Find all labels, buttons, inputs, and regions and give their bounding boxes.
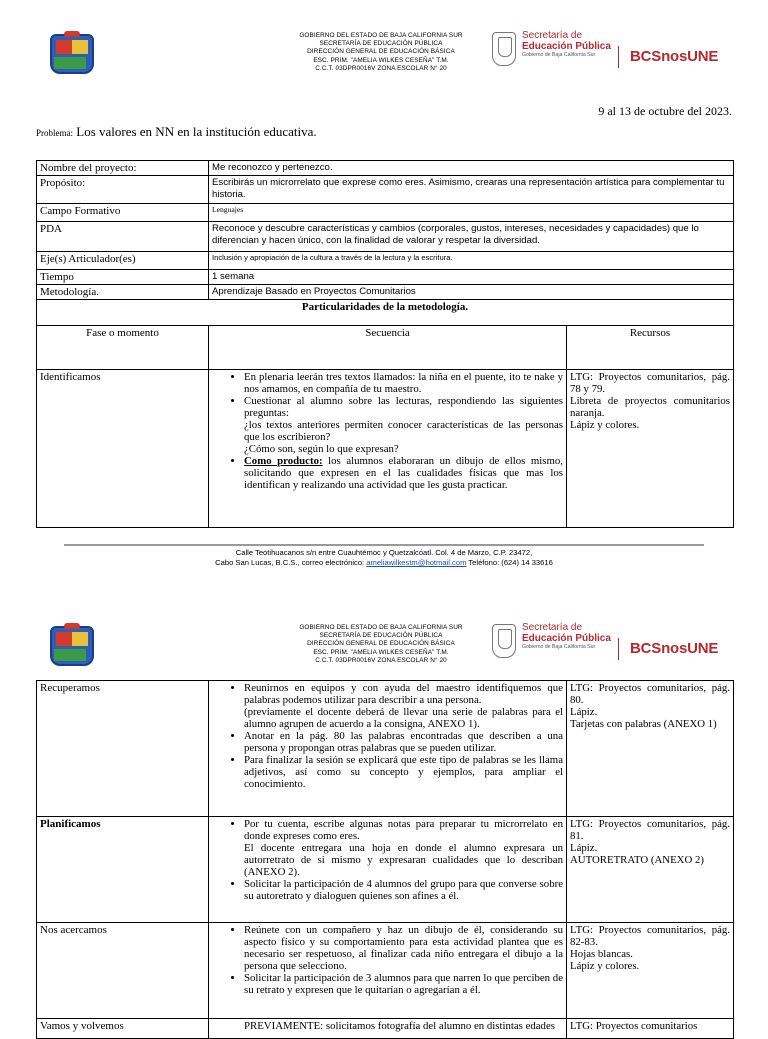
phase-cell: Identificamos	[37, 370, 209, 528]
sequence-cell	[209, 681, 567, 817]
label-cell: PDA	[37, 222, 209, 252]
label-cell: Eje(s) Articulador(es)	[37, 252, 209, 270]
header-institution-text: GOBIERNO DEL ESTADO DE BAJA CALIFORNIA SUR SECRETARÍA DE EDUCACIÓN PÚBLICA DIRECCIÓN GENERAL DE EDUCACIÓN BÁSICA ESC. PRIM. "AMELIA WILKES CESEÑA" T.M. C.C.T. 03DPR0016V ZONA ESCOLAR N° 20	[299, 624, 463, 664]
resources-cell: LTG: Proyectos comunitarios, pág. 81. Lápiz. AUTORETRATO (ANEXO 2)	[567, 817, 734, 923]
column-header-recursos: Recursos	[567, 326, 734, 370]
sequence-item: • Anotar en la pág. 80 las palabras encontradas que describen a una persona y propongan otras palabras que se pueden utilizar.	[244, 730, 563, 754]
logo-divider	[618, 638, 619, 660]
project-table	[36, 160, 734, 528]
column-header-fase: Fase o momento	[37, 326, 209, 370]
email-link[interactable]: ameliawilkestm@hotmail.com	[366, 558, 467, 567]
document-date: 9 al 13 de octubre del 2023.	[598, 104, 732, 118]
problem-text: Los valores en NN en la institución educativa.	[76, 124, 317, 139]
value-cell: Me reconozco y pertenezco.	[209, 161, 734, 176]
logo-divider	[618, 46, 619, 68]
sequence-item: • Como producto: los alumnos elaboraran un dibujo de ellos mismo, solicitando que expresen en el las cualidades físicas que mas los identifican y realizando una actividad que les gusta practicar.	[244, 455, 563, 491]
phase-cell: Recuperamos	[37, 681, 209, 817]
value-cell: Inclusión y apropiación de la cultura a través de la lectura y la escritura.	[209, 252, 734, 270]
label-cell: Tiempo	[37, 270, 209, 285]
value-cell: Escribirás un microrrelato que exprese como eres. Asimismo, crearas una representación artística para complementar tu historia.	[209, 176, 734, 204]
problem-statement	[36, 124, 317, 140]
sequence-cell	[209, 370, 567, 528]
sep-logo: Secretaría de Educación Pública Gobierno de Baja California Sur	[522, 622, 611, 650]
school-crest-icon	[50, 34, 94, 74]
sep-logo: Secretaría de Educación Pública Gobierno de Baja California Sur	[522, 30, 611, 58]
sequence-cell	[209, 817, 567, 923]
page2-header	[0, 620, 768, 680]
sep-seal-icon	[492, 624, 516, 658]
label-cell: Campo Formativo	[37, 204, 209, 222]
school-crest-icon	[50, 626, 94, 666]
resources-cell: LTG: Proyectos comunitarios, pág. 82-83. Hojas blancas. Lápiz y colores.	[567, 923, 734, 1019]
label-cell: Nombre del proyecto:	[37, 161, 209, 176]
value-cell: Lenguajes	[209, 204, 734, 222]
label-cell: Propósito:	[37, 176, 209, 204]
sequence-item: • Por tu cuenta, escribe algunas notas para preparar tu microrrelato en donde expreses como eres. El docente entregara una hoja en donde el alumno expresara un autorretrato de si mismo y expresaran cualidades que lo describan (ANEXO 2).	[244, 818, 563, 878]
methodology-heading: Particularidades de la metodología.	[37, 300, 734, 326]
sequence-cell: PREVIAMENTE: solicitamos fotografía del alumno en distintas edades	[209, 1019, 567, 1039]
sequence-item: • En plenaria leerán tres textos llamados: la niña en el puente, ito te nake y nos amamos, en compañía de tu maestro.	[244, 371, 563, 395]
value-cell: 1 semana	[209, 270, 734, 285]
bcs-brand-logo: BCSnosUNE	[630, 640, 719, 657]
phase-cell: Vamos y volvemos	[37, 1019, 209, 1039]
phase-cell: Nos acercamos	[37, 923, 209, 1019]
problem-label: Problema:	[36, 128, 73, 138]
column-header-secuencia: Secuencia	[209, 326, 567, 370]
footer-divider	[64, 544, 704, 546]
sequence-item: • Solicitar la participación de 3 alumnos para que narren lo que perciben de su retrato y expresen que le quitarían o agregarían a él.	[244, 972, 563, 996]
sequence-item: • Cuestionar al alumno sobre las lecturas, respondiendo las siguientes preguntas: ¿los textos anteriores permiten conocer características de las personas que los escribieron? ¿Cómo son, según lo que expresan?	[244, 395, 563, 455]
sep-seal-icon	[492, 32, 516, 66]
sequence-item: • Reunirnos en equipos y con ayuda del maestro identifiquemos que palabras podemos utilizar para describir a una persona. (previamente el docente deberá de llevar una serie de palabras para el alumno agrupen de acuerdo a la consigna, ANEXO 1).	[244, 682, 563, 730]
page-footer: Calle Teotihuacanos s/n entre Cuauhtémoc y Quetzalcóatl. Col. 4 de Marzo, C.P. 23472, Cabo San Lucas, B.C.S., correo electrónico: ameliawilkestm@hotmail.com Teléfono: (624) 14 33616	[215, 548, 553, 567]
sequence-table-continued	[36, 680, 734, 1039]
sequence-cell	[209, 923, 567, 1019]
value-cell: Aprendizaje Basado en Proyectos Comunitarios	[209, 285, 734, 300]
value-cell: Reconoce y descubre características y cambios (corporales, gustos, intereses, necesidades y capacidades) que lo diferencian y hacen único, con la finalidad de valorar y respetar la diversidad.	[209, 222, 734, 252]
sequence-item: • Reúnete con un compañero y haz un dibujo de él, considerando su aspecto físico y su comportamiento para esta actividad plantea que es necesario ser respetuoso, al finalizar cada niño entregara el dibujo a la persona que selecciono.	[244, 924, 563, 972]
phase-cell: Planificamos	[37, 817, 209, 923]
resources-cell: LTG: Proyectos comunitarios, pág. 78 y 79. Libreta de proyectos comunitarios naranja. Lápiz y colores.	[567, 370, 734, 528]
sequence-item: • Solicitar la participación de 4 alumnos del grupo para que converse sobre su autoretrato y dialoguen quienes son afines a él.	[244, 878, 563, 902]
sequence-item: • Para finalizar la sesión se explicará que este tipo de palabras se les llama adjetivos, así como su concepto y ejemplos, para ampliar el conocimiento.	[244, 754, 563, 790]
bcs-brand-logo: BCSnosUNE	[630, 48, 719, 65]
resources-cell: LTG: Proyectos comunitarios, pág. 80. Lápiz. Tarjetas con palabras (ANEXO 1)	[567, 681, 734, 817]
label-cell: Metodología.	[37, 285, 209, 300]
page1-header	[0, 28, 768, 88]
header-institution-text: GOBIERNO DEL ESTADO DE BAJA CALIFORNIA SUR SECRETARÍA DE EDUCACIÓN PÚBLICA DIRECCIÓN GENERAL DE EDUCACIÓN BÁSICA ESC. PRIM. "AMELIA WILKES CESEÑA" T.M. C.C.T. 03DPR0016V ZONA ESCOLAR N° 20	[299, 32, 463, 72]
resources-cell: LTG: Proyectos comunitarios	[567, 1019, 734, 1039]
